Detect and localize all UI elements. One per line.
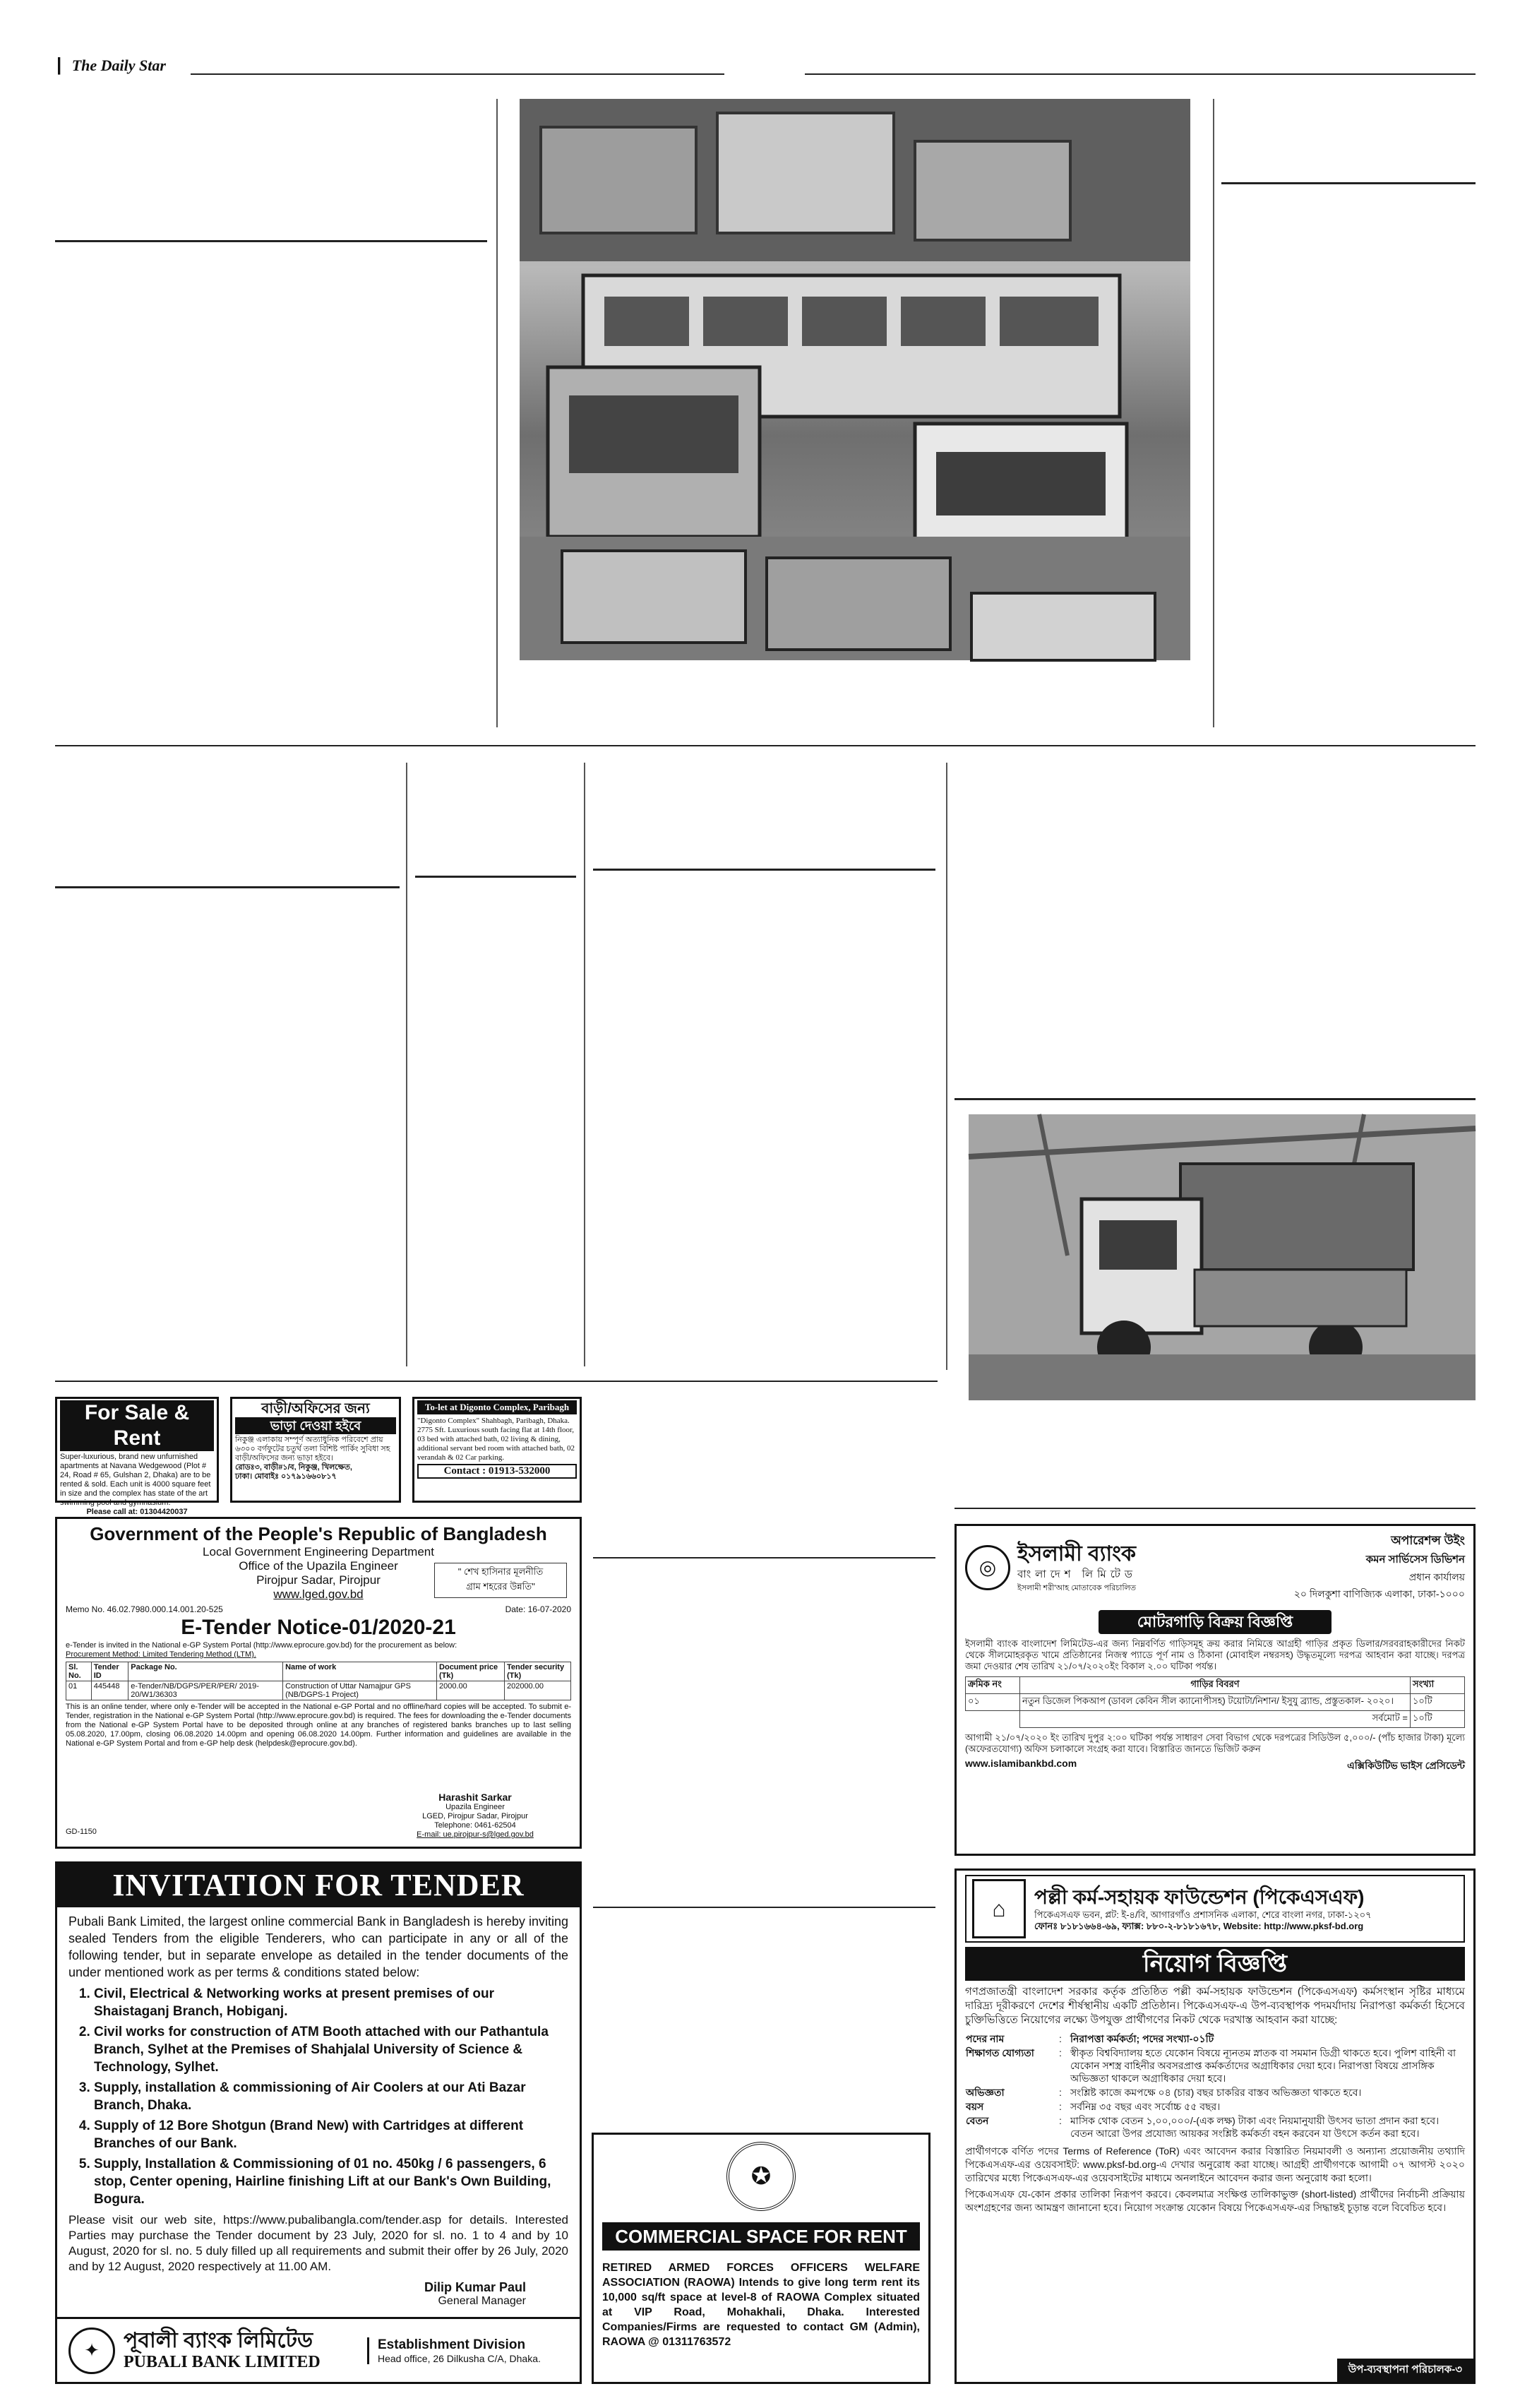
table-header: Name of work — [283, 1662, 437, 1681]
tender-item: 5. Supply, Installation & Commissioning of 01 no. 450kg / 6 passengers, 6 stop, Center opening, Hairline finishing Lift at our Bank's Own Building, Bogura. — [94, 2155, 568, 2208]
traffic-jam-illustration — [520, 99, 1190, 660]
table-cell: 01 — [66, 1681, 92, 1700]
signature-block — [68, 2280, 526, 2308]
signature-block — [383, 1792, 567, 1840]
notice-intro: গণপ্রজাতন্ত্রী বাংলাদেশ সরকার কর্তৃক প্রতিষ্ঠিত পল্লী কর্ম-সহায়ক ফাউন্ডেশন (পিকেএসএফ) কর্মসংস্থান সৃষ্টির মাধ্যমে দারিদ্র্য দূরীকরণে দেশের শীর্ষস্থানীয় একটি প্রতিষ্ঠান। পিকেএসএফ-এ উপ-ব্যবস্থাপক পদমর্যাদায় নিরাপত্তা কর্মকর্তা হিসেবে চুক্তিভিত্তিতে নিয়োগের লক্ষ্যে উপযুক্ত প্রার্থীগণের নিকট থেকে দরখাস্ত আহবান করা যাচ্ছে: — [965, 1986, 1465, 2026]
bank-footer — [57, 2317, 580, 2382]
bank-logo — [68, 2327, 115, 2374]
detail-label: শিক্ষাগত যোগ্যতা — [966, 2047, 1034, 2058]
table-header-row — [66, 1662, 571, 1681]
division: কমন সার্ভিসেস ডিভিশন — [1365, 1554, 1465, 1566]
notice-title: E-Tender Notice-01/2020-21 — [181, 1616, 456, 1639]
ad-contact: Contact : 01913-532000 — [417, 1464, 577, 1479]
detail-label: বয়স — [966, 2101, 984, 2112]
detail-row — [965, 2046, 1465, 2085]
ad-body: নিকুঞ্জ এলাকায় সম্পূর্ণ অত্যাধুনিক পরিবেশে প্রায় ৬৩০০ বর্গফুটের চতুর্থ তলা বিশিষ্ট পার্কিং সুবিধা সহ বাড়ী/অফিসের জন্য ভাড়া হইবে। — [235, 1436, 390, 1462]
detail-value: স্বীকৃত বিশ্ববিদ্যালয় হতে যেকোন বিষয়ে ন্যূনতম স্নাতক বা সমমান ডিগ্রী থাকতে হবে। পুলিশ বাহিনী বা যেকোন সশস্ত্র বাহিনীর অবসরপ্রাপ্ত কর্মকর্তাদের অগ্রাধিকার দেয়া হবে। নিরাপত্তা বিষয়ে প্রাসঙ্গিক অভিজ্ঞতা থাকলে অগ্রাধিকার দেয়া হবে। — [1070, 2047, 1456, 2084]
bank-logo-icon: ◎ — [979, 1556, 997, 1578]
tender-closing: Please visit our web site, https://www.pubalibangla.com/tender.asp for details. Interested Parties may purchase the Tender document by 23 July, 2020 for sl. no. 1 to 4 and by 10 August, 2020 for sl. no. 5 duly filled up all requirements and submit their offer by 26 July, 2020 and by 12 August, 2020 respectively at 11.00 AM. — [68, 2213, 568, 2273]
gov-title: Government of the People's Republic of Bangladesh — [90, 1523, 547, 1544]
column-divider — [946, 763, 947, 1370]
table-header: Document price (Tk) — [437, 1662, 505, 1681]
pksf-header — [965, 1875, 1465, 1943]
tender-item: 1. Civil, Electrical & Networking works at present premises of our Shaistaganj Branch, Hobiganj. — [94, 1985, 568, 2020]
column-rule — [415, 876, 576, 878]
section-rule — [55, 745, 1476, 746]
bank-brand — [965, 1532, 1137, 1603]
pksf-recruitment-notice — [954, 1868, 1476, 2384]
table-cell — [966, 1711, 1020, 1728]
truck-on-bridge-photo — [969, 1114, 1476, 1400]
column-rule — [954, 1098, 1476, 1100]
division-block — [367, 2337, 568, 2364]
detail-row — [965, 2085, 1465, 2099]
detail-label: অভিজ্ঞতা — [966, 2087, 1005, 2098]
detail-colon: : — [1059, 2087, 1062, 2098]
slogan-box — [434, 1563, 567, 1598]
detail-colon: : — [1059, 2101, 1062, 2112]
detail-row — [965, 2114, 1465, 2140]
signer-name: Dilip Kumar Paul — [424, 2280, 526, 2294]
tender-item: 4. Supply of 12 Bore Shotgun (Brand New) with Cartridges at different Branches of our Bank. — [94, 2117, 568, 2152]
lged-etender-notice — [55, 1517, 582, 1849]
notice-footer: আগামী ২১/০৭/২০২০ ইং তারিখ দুপুর ২:০০ ঘটিকা পর্যন্ত সাধারণ সেবা বিভাগ থেকে দরপত্রের সিডিউল ৫,০০০/- (পাঁচ হাজার টাকা) মূল্যে (অফেরতযোগ্য) অফিস চলাকালে সংগ্রহ করা যাবে। বিস্তারিত জানতে ভিজিট করুন — [965, 1732, 1465, 1754]
office: Office of the Upazila Engineer — [239, 1559, 398, 1573]
table-cell: 445448 — [91, 1681, 128, 1700]
signer: উপ-ব্যবস্থাপনা পরিচালক-৩ — [1337, 2359, 1473, 2382]
bank-logo — [965, 1545, 1010, 1590]
column-divider — [406, 763, 407, 1366]
signer-name: Harashit Sarkar — [438, 1792, 512, 1803]
pksf-contact: ফোনঃ ৮১৮১৬৬৪-৬৯, ফ্যাক্স: ৮৮০-২-৮১৮১৬৭৮, Website: http://www.pksf-bd.org — [1034, 1921, 1364, 1931]
traffic-jam-photo — [520, 99, 1190, 660]
raowa-commercial-ad — [592, 2133, 930, 2384]
bank-name-bn: পূবালী ব্যাংক লিমিটেড — [124, 2329, 313, 2352]
signer-office: LGED, Pirojpur Sadar, Pirojpur — [422, 1812, 528, 1820]
website-link[interactable]: www.lged.gov.bd — [273, 1587, 364, 1601]
table-total-row — [966, 1711, 1465, 1728]
paper-name: The Daily Star — [71, 56, 166, 74]
wing: অপারেশন্স উইং — [1391, 1534, 1465, 1547]
masthead-rule-left — [191, 73, 724, 75]
email-link[interactable]: E-mail: ue.pirojpur-s@lged.gov.bd — [417, 1830, 534, 1839]
tender-items — [68, 1985, 568, 2208]
division-address: Head office, 26 Dilkusha C/A, Dhaka. — [378, 2352, 541, 2364]
table-row — [966, 1694, 1465, 1711]
pksf-names — [1034, 1885, 1458, 1932]
table-cell: ০১ — [966, 1694, 1020, 1711]
column-rule — [593, 1907, 935, 1908]
column-rule — [55, 886, 400, 888]
website-link[interactable]: www.islamibankbd.com — [965, 1758, 1077, 1769]
table-header: Sl. No. — [66, 1662, 92, 1681]
office: প্রধান কার্যালয় — [1408, 1571, 1465, 1583]
tender-item: 3. Supply, installation & commissioning of Air Coolers at our Ati Bazar Branch, Dhaka. — [94, 2079, 568, 2114]
emblem-icon: ✪ — [750, 2163, 772, 2190]
detail-value: সর্বনিম্ন ৩৫ বছর এবং সর্বোচ্চ ৫৫ বছর। — [1070, 2101, 1221, 2112]
notice-title: নিয়োগ বিজ্ঞপ্তি — [965, 1947, 1465, 1981]
notice-para-1: প্রার্থীগণকে বর্ণিত পদের Terms of Reference (ToR) এবং আবেদন করার বিস্তারিত নিয়মাবলী ও অন্যান্য প্রয়োজনীয় তথ্যাদি পিকেএসএফ-এর ওয়েবসাইট: www.pksf-bd.org-এ দেখার অনুরোধ করা যাচ্ছে। আগ্রহী প্রার্থীগণকে আগামী ০৭ আগস্ট ২০২০ তারিখের মধ্যে পিকেএসএফ-এর ওয়েবসাইটের মাধ্যমে অনলাইনে আবেদন করার জন্য অনুরোধ করা হলো। — [965, 2145, 1465, 2183]
ad-body: RETIRED ARMED FORCES OFFICERS WELFARE ASSOCIATION (RAOWA) Intends to give long term rent its 10,000 sq/ft space at level-8 of RAOWA Complex situated at VIP Road, Mohakhali, Dhaka. Interested Companies/Firms are requested to contact GM (Admin), RAOWA @ 01311763572 — [602, 2262, 920, 2348]
signer-title: Upazila Engineer — [445, 1803, 505, 1811]
detail-value: সংশ্লিষ্ট কাজে কমপক্ষে ০৪ (চার) বছর চাকরির বাস্তব অভিজ্ঞতা থাকতে হবে। — [1070, 2087, 1362, 2098]
vehicle-table — [965, 1676, 1465, 1728]
memo-no: Memo No. 46.02.7980.000.14.001.20-525 — [66, 1604, 223, 1614]
ad-title: COMMERCIAL SPACE FOR RENT — [602, 2222, 920, 2251]
ad-body: Super-luxurious, brand new unfurnished apartments at Navana Wedgewood (Plot # 24, Road # 65, Gulshan 2, Dhaka) are to be rented & sold. Each unit is 4000 square feet in size and the complex has state of the art swimming pool and gymnasium. — [60, 1453, 211, 1507]
bank-header — [965, 1532, 1465, 1603]
ad-call: Please call at: 01304420037 — [86, 1508, 188, 1516]
ad-headline-1: বাড়ী/অফিসের জন্য — [261, 1401, 370, 1417]
column-rule — [55, 1381, 938, 1382]
column-rule — [55, 240, 487, 242]
column-rule — [1221, 182, 1476, 184]
notice-intro-1: e-Tender is invited in the National e-GP System Portal (http://www.eprocure.gov.bd) for the procurement as below: — [66, 1641, 457, 1650]
gd-number: GD-1150 — [66, 1828, 97, 1836]
table-cell: 202000.00 — [504, 1681, 570, 1700]
table-cell: 2000.00 — [437, 1681, 505, 1700]
notice-body: This is an online tender, where only e-Tender will be accepted in the National e-GP Portal and no offline/hard copies will be accepted. To submit e-Tender, registration in the National e-GP System Portal (http://www.eprocure.gov.bd) is required. The fees for downloading the e-Tender documents from the National e-GP System Portal have to be deposited through online at any branches of registered banks branches up to last selling 05.08.2020, 17.00pm, closing 06.08.2020 14.00pm and opening 06.08.2020 14.00pm. Further information and guidelines are available in the National e-GP System Portal and from e-GP help desk (helpdesk@eprocure.gov.bd). — [66, 1703, 571, 1748]
location: Pirojpur Sadar, Pirojpur — [256, 1573, 381, 1587]
detail-colon: : — [1059, 2115, 1062, 2126]
division: Establishment Division — [378, 2337, 526, 2352]
islami-bank-notice — [954, 1524, 1476, 1856]
bengali-rent-ad — [230, 1397, 401, 1503]
ad-headline: To-let at Digonto Complex, Paribagh — [417, 1400, 577, 1414]
tender-title: INVITATION FOR TENDER — [57, 1864, 580, 1907]
detail-colon: : — [1059, 2047, 1062, 2058]
bank-names — [124, 2329, 367, 2372]
table-cell: Construction of Uttar Namajpur GPS (NB/DGPS-1 Project) — [283, 1681, 437, 1700]
detail-row — [965, 2032, 1465, 2046]
bank-name-en: PUBALI BANK LIMITED — [124, 2353, 321, 2371]
detail-label: বেতন — [966, 2115, 989, 2126]
telephone: Telephone: 0461-62504 — [434, 1821, 516, 1830]
table-header: Tender ID — [91, 1662, 128, 1681]
signer: এক্সিকিউটিভ ভাইস প্রেসিডেন্ট — [1347, 1760, 1465, 1771]
table-header: ক্রমিক নং — [966, 1677, 1020, 1694]
table-header: সংখ্যা — [1411, 1677, 1465, 1694]
detail-row — [965, 2099, 1465, 2114]
column-rule — [593, 1557, 935, 1558]
slogan-line1: " শেখ হাসিনার মূলনীতি — [457, 1566, 544, 1577]
pksf-logo-icon: ⌂ — [992, 1895, 1006, 1921]
ad-headline: For Sale & Rent — [60, 1400, 214, 1451]
column-divider — [584, 763, 585, 1366]
column-rule — [954, 1508, 1476, 1509]
for-sale-rent-ad — [55, 1397, 219, 1516]
digonto-complex-ad — [412, 1397, 582, 1503]
table-header: গাড়ির বিবরণ — [1020, 1677, 1411, 1694]
total-value: ১০টি — [1411, 1711, 1465, 1728]
ad-body: "Digonto Complex" Shahbagh, Paribagh, Dhaka. 2775 Sft. Luxurious south facing flat at 14th floor, 03 bed with attached bath, 02 living & dining, additional servant bed room with attached bath, 02 verandah & 02 Car parking. — [417, 1417, 575, 1462]
detail-value: মাসিক থোক বেতন ১,০০,০০০/-(এক লক্ষ) টাকা এবং নিয়মানুযায়ী উৎসব ভাতা প্রদান করা হবে। বেতন আরো উপর প্রযোজ্য আয়কর সংশ্লিষ্ট কর্মকর্তা বহন করবেন যা উৎসে কর্তন করা হবে। — [1070, 2115, 1440, 2139]
table-header-row — [966, 1677, 1465, 1694]
notice-intro-2: Procurement Method: Limited Tendering Method (LTM). — [66, 1650, 256, 1659]
tender-body — [57, 1907, 580, 2313]
bank-name-bn: ইসলামী ব্যাংক — [1017, 1542, 1137, 1566]
column-divider — [496, 99, 498, 727]
ad-headline-2: ভাড়া দেওয়া হইবে — [235, 1417, 396, 1434]
table-cell: নতুন ডিজেল পিকআপ (ডাবল কেবিন সীল ক্যানোপীসহ) টয়োটা/নিশান/ ইসুযু ব্র্যান্ড, প্রস্তুতকাল- ২০২০। — [1020, 1694, 1411, 1711]
column-rule — [593, 869, 935, 871]
pksf-name-bn: পল্লী কর্ম-সহায়ক ফাউন্ডেশন (পিকেএসএফ) — [1034, 1886, 1365, 1908]
tender-item: 2. Civil works for construction of ATM Booth attached with our Pathantula Branch, Sylhet at the Premises of Shahjalal University of Science & Technology, Sylhet. — [94, 2023, 568, 2076]
bank-office — [1294, 1532, 1465, 1603]
table-cell: e-Tender/NB/DGPS/PER/PER/ 2019-20/W1/36303 — [128, 1681, 283, 1700]
column-divider — [1213, 99, 1214, 727]
memo-date: Date: 16-07-2020 — [505, 1604, 571, 1614]
table-header: Package No. — [128, 1662, 283, 1681]
tender-intro: Pubali Bank Limited, the largest online commercial Bank in Bangladesh is hereby inviting sealed Tenders from the eligible Tenderers, who can participate in any or all of the following tender, but in separate envelope as detailed in the tender documents of the under mentioned work as per terms & conditions stated below: — [68, 1914, 568, 1979]
slogan-line2: গ্রাম শহরের উন্নতি" — [466, 1581, 535, 1592]
bank-sub-bn: বাংলাদেশ লিমিটেড — [1017, 1568, 1137, 1580]
address: ২০ দিলকুশা বাণিজ্যিক এলাকা, ঢাকা-১০০০ — [1293, 1588, 1465, 1599]
page-marker: | — [56, 54, 62, 75]
truck-illustration — [969, 1114, 1476, 1400]
bank-tag-bn: ইসলামী শরী'আহ মোতাবেক পরিচালিত — [1017, 1583, 1137, 1592]
ad-address: রোডঃ৩, বাড়ী#১/ব, নিকুঞ্জ, খিলক্ষেত, — [235, 1463, 352, 1472]
masthead-rule-right — [805, 73, 1476, 75]
dept: Local Government Engineering Department — [203, 1545, 434, 1558]
detail-label: পদের নাম — [966, 2033, 1005, 2044]
raowa-logo — [726, 2142, 796, 2211]
ad-phone: ঢাকা। মোবাইঃ ০১৭৯১৬৬০৮১৭ — [235, 1472, 337, 1481]
table-header: Tender security (Tk) — [504, 1662, 570, 1681]
detail-value: নিরাপত্তা কর্মকর্তা; পদের সংখ্যা-০১টি — [1070, 2033, 1214, 2044]
bank-logo-icon: ✦ — [84, 2340, 100, 2361]
post-details — [965, 2032, 1465, 2140]
notice-para-2: পিকেএসএফ যে-কোন প্রকার তালিকা নিরূপণ করবে। কেবলমাত্র সংক্ষিপ্ত তালিকাভুক্ত (short-listed) প্রার্থীদের নির্বাচনী প্রক্রিয়ায় অংশগ্রহণের জন্য আমন্ত্রণ জানানো হবে। নিয়োগ সংক্রান্ত যেকোন বিষয়ে পিকেএসএফ-এর সিদ্ধান্তই চূড়ান্ত বলে বিবেচিত হবে। — [965, 2188, 1465, 2213]
footer-row — [965, 1758, 1465, 1775]
pksf-logo — [972, 1879, 1026, 1938]
total-label: সর্বমোট = — [1020, 1711, 1411, 1728]
detail-colon: : — [1059, 2033, 1062, 2044]
signer-title: General Manager — [438, 2295, 526, 2307]
tender-table — [66, 1662, 571, 1700]
notice-body: ইসলামী ব্যাংক বাংলাদেশ লিমিটেড-এর জন্য নিম্নবর্ণিত গাড়িসমূহ ক্রয় করার নিমিত্তে আগ্রহী গাড়ির প্রকৃত ডিলার/সরবরাহকারীদের নিকট থেকে সীলমোহরকৃত খামে প্রতিষ্ঠানের নিজস্ব প্যাডে পূর্ণ নাম ও ঠিকানা (মোবাইল নম্বরসহ) উদ্ধৃতমূল্যে দরপত্র আহবান করা যাচ্ছে। দরপত্র জমা দেওয়ার শেষ তারিখ ২১/০৭/২০২০ইং বিকাল ২.০০ ঘটিকা পর্যন্ত। — [965, 1638, 1465, 1671]
pksf-address: পিকেএসএফ ভবন, প্লট: ই-৪/বি, আগারগাঁও প্রশাসনিক এলাকা, শেরে বাংলা নগর, ঢাকা-১২০৭ — [1034, 1909, 1372, 1920]
bank-names — [1017, 1542, 1137, 1593]
notice-title: মোটরগাড়ি বিক্রয় বিজ্ঞপ্তি — [1099, 1610, 1331, 1634]
pubali-bank-tender — [55, 1861, 582, 2384]
table-row — [66, 1681, 571, 1700]
memo-row — [66, 1604, 571, 1614]
table-cell: ১০টি — [1411, 1694, 1465, 1711]
